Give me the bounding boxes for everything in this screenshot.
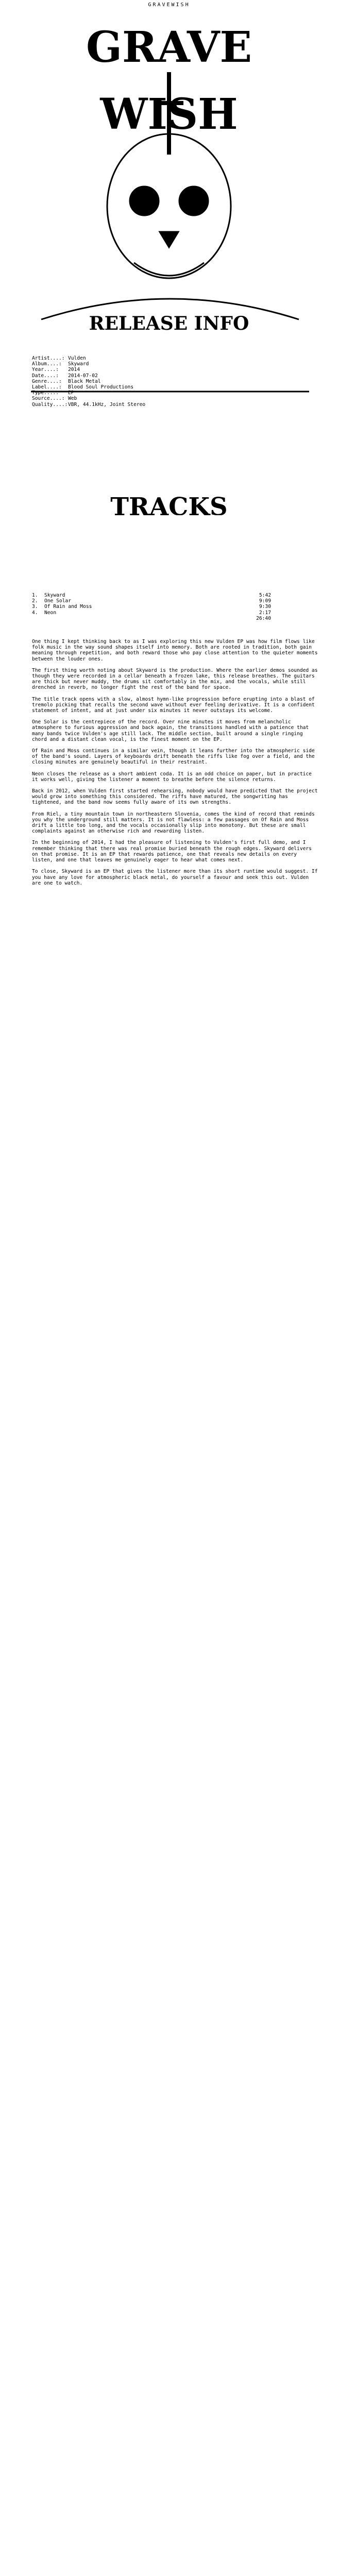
info-key: Quality....:: [32, 401, 68, 408]
skull-outline: [107, 134, 231, 278]
review-paragraph: To close, Skyward is an EP that gives the listener more than its short runtime would suggest. If you have any love for atmospheric black metal, do yourself a favour and seek this out. Vulden are one to watch.: [32, 869, 321, 886]
info-value: Black Metal: [68, 378, 101, 384]
track-d: 2:17: [259, 609, 271, 616]
info-row: [32, 390, 320, 396]
info-key: Date....:: [32, 372, 59, 379]
track-row: [32, 604, 320, 609]
track-n: 4.: [32, 609, 38, 616]
info-key: Type....:: [32, 390, 59, 396]
track-n: 1.: [32, 592, 38, 598]
group-header: GRAVEWISH: [148, 2, 190, 8]
total-duration: 26:40: [256, 615, 271, 621]
track-t: One Solar: [44, 598, 71, 604]
track-d: 9:30: [259, 604, 271, 610]
info-row: [32, 402, 320, 408]
skull-eye-right: [179, 187, 208, 215]
review-paragraph: In the beginning of 2014, I had the pleasure of listening to Vulden's first full demo, and I remember thinking that there was real promise buried beneath the rough edges. Skyward delivers on that promise. It is an EP that rewards patience, one that reveals new details on every listen, and one that leaves me genuinely eager to hear what comes next.: [32, 840, 315, 863]
track-row: [32, 598, 320, 604]
review-paragraph: One thing I kept thinking back to as I was exploring this new Vulden EP was how film flows like folk music in the way sound shapes itself into memory. Both are rooted in tradition, both gain meaning through repetition, and both reward those who pay close attention to the quieter moments between the louder ones.: [32, 639, 321, 662]
info-row: [32, 355, 320, 361]
track-d: 9:09: [259, 598, 271, 604]
info-row: [32, 384, 320, 390]
info-value: Blood Soul Productions: [68, 384, 134, 391]
logo-text-top: GRAVE: [86, 23, 252, 72]
info-row: [32, 373, 320, 379]
info-key: Year....:: [32, 367, 59, 373]
skull-jaw: [134, 263, 204, 276]
review-paragraph: One Solar is the centrepiece of the record. Over nine minutes it moves from melancholic atmosphere to furious aggression and back again, the transitions handled with a patience that many bands twice Vulden's age still lack. The middle section, built around a single ringing chord and a distant clean vocal, is the finest moment on the EP.: [32, 719, 312, 742]
skull-eye-left: [130, 187, 159, 215]
logo-art: [0, 0, 338, 515]
info-row: [32, 367, 320, 372]
review-paragraph: Of Rain and Moss continues in a similar vein, though it leans further into the atmospheric side of the band's sound. Layers of keyboards drift beneath the riffs like fog over a field, and the closing minutes are genuinely beautiful in their restraint.: [32, 748, 318, 766]
info-value: 2014-07-02: [68, 372, 98, 379]
track-n: 2.: [32, 598, 38, 604]
track-n: 3.: [32, 604, 38, 610]
track-t: Skyward: [44, 592, 65, 598]
info-value: EP: [68, 390, 74, 396]
review-paragraph: Back in 2012, when Vulden first started rehearsing, nobody would have predicted that the project would grow into something this considered. The riffs have matured, the songwriting has tightened, and the band now seems fully aware of its own strengths.: [32, 788, 321, 806]
info-value: Vulden: [68, 355, 86, 361]
review-paragraph: From Riel, a tiny mountain town in northeastern Slovenia, comes the kind of record that reminds you why the underground still matters. It is not flawless: a few passages on Of Rain and Moss drift a little too long, and the vocals occasionally slip into monotony. But these are small complaints against an otherwise rich and rewarding listen.: [32, 811, 318, 835]
info-value: 2014: [68, 367, 80, 373]
info-row: [32, 361, 320, 367]
logo-text-bottom: WISH: [100, 90, 238, 139]
info-key: Genre....:: [32, 378, 62, 384]
review-paragraph: The title track opens with a slow, almost hymn-like progression before erupting into a blast of tremolo picking that recalls the second wave without ever feeling derivative. It is a confident statement of intent, and at just under six minutes it never outstays its welcome.: [32, 696, 318, 714]
skull-nose: [160, 232, 178, 247]
logo-subtitle: RELEASE INFO: [89, 313, 249, 334]
info-row: [32, 379, 320, 384]
info-value: VBR, 44.1kHz, Joint Stereo: [68, 401, 146, 408]
info-key: Album....:: [32, 361, 62, 367]
review-text: [32, 639, 320, 892]
release-info: [32, 355, 320, 408]
track-t: Neon: [44, 609, 57, 616]
review-paragraph: The first thing worth noting about Skyward is the production. Where the earlier demos sounded as though they were recorded in a cellar beneath a frozen lake, this release breathes. The guitars are thick but never muddy, the drums sit comfortably in the mix, and the vocals, while still drenched in reverb, no longer fight the rest of the band for space.: [32, 667, 321, 691]
info-key: Source....:: [32, 396, 65, 402]
total-row: [32, 616, 320, 621]
info-row: [32, 396, 320, 401]
info-key: Label....:: [32, 384, 62, 391]
info-value: Web: [68, 396, 77, 402]
review-paragraph: Neon closes the release as a short ambient coda. It is an odd choice on paper, but in practice it works well, giving the listener a moment to breathe before the silence returns.: [32, 771, 315, 783]
info-value: Skyward: [68, 361, 89, 367]
tracks-label: TRACKS: [110, 493, 228, 515]
track-row: [32, 592, 320, 598]
info-key: Artist....:: [32, 355, 65, 361]
tracklist: [32, 592, 320, 621]
track-t: Of Rain and Moss: [44, 604, 92, 610]
track-row: [32, 610, 320, 616]
track-d: 5:42: [259, 592, 271, 598]
